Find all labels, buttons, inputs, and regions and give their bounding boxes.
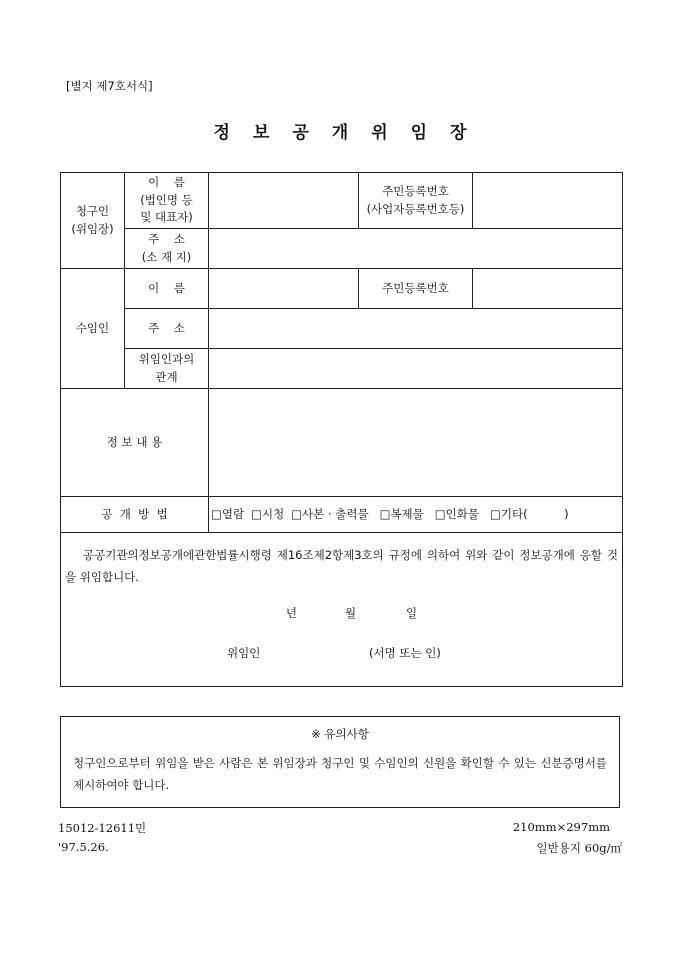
- notice-box: [60, 716, 620, 808]
- form-number-label: [별지 제7호서식]: [66, 79, 153, 93]
- requester-group-label: [61, 173, 125, 269]
- delegate-name-field[interactable]: [209, 269, 359, 309]
- requester-id-label: [359, 173, 473, 229]
- footer-paper-size: 210mm×297mm: [512, 820, 610, 834]
- declaration-text: 공공기관의정보공개에관한법률시행령 제16조제2항제3호의 규정에 의하여 위와 같이 정보공개에 응할 것을 위임합니다.: [65, 548, 618, 584]
- relation-label-line1: 위임인과의: [138, 351, 195, 366]
- requester-id-field[interactable]: [473, 173, 623, 229]
- signature-label[interactable]: (서명 또는 인): [369, 645, 441, 660]
- method-option-copy[interactable]: □사본 · 출력물: [291, 506, 369, 521]
- date-row: [61, 605, 622, 623]
- requester-label: 청구인: [75, 203, 110, 218]
- relation-label-line2: 관계: [155, 369, 178, 384]
- name-label-line2: (법인명 등: [140, 192, 193, 207]
- disclosure-method-options: [209, 497, 623, 533]
- address-label-line1: 주 소: [148, 231, 185, 246]
- footer-date: '97.5.26.: [58, 840, 109, 854]
- delegate-relation-field[interactable]: [209, 349, 623, 389]
- notice-title: ※ 유의사항: [311, 727, 369, 741]
- footer-paper-type: 일반용지 60g/㎡: [536, 841, 622, 855]
- info-content-field[interactable]: [209, 389, 623, 497]
- requester-name-label: [125, 173, 209, 229]
- name-label-line3: 및 대표자): [140, 210, 193, 225]
- disclosure-method-label: 공 개 방 법: [61, 497, 209, 533]
- declaration-section: [61, 533, 623, 687]
- notice-text: 청구인으로부터 위임을 받은 사람은 본 위임장과 청구인 및 수임인의 신원을 확인할 수 있는 신분증명서를 제시하여야 합니다.: [73, 756, 607, 793]
- requester-address-label: [125, 229, 209, 269]
- name-label-line1: 이 름: [148, 174, 185, 189]
- requester-name-field[interactable]: [209, 173, 359, 229]
- day-label: 일: [406, 605, 418, 620]
- footer-code: 15012-12611민: [58, 821, 147, 835]
- delegate-relation-label: [125, 349, 209, 389]
- delegate-address-field[interactable]: [209, 309, 623, 349]
- delegate-id-label: 주민등록번호: [359, 269, 473, 309]
- delegate-address-label: 주 소: [125, 309, 209, 349]
- id-label-line2: (사업자등록번호등): [366, 201, 465, 216]
- info-content-label: 정 보 내 용: [61, 389, 209, 497]
- delegator-label: 위임인: [227, 645, 261, 660]
- delegate-name-label: 이 름: [125, 269, 209, 309]
- requester-sub-label: (위임장): [71, 221, 114, 236]
- delegate-group-label: 수임인: [61, 269, 125, 389]
- address-label-line2: (소 재 지): [141, 249, 192, 264]
- method-option-other[interactable]: □기타( ): [489, 506, 569, 521]
- signature-row: [61, 645, 622, 665]
- page-title: 정보공개위임장: [213, 123, 490, 143]
- method-option-view[interactable]: □열람: [211, 506, 245, 521]
- delegate-id-field[interactable]: [473, 269, 623, 309]
- month-label: 월: [344, 605, 357, 620]
- year-label: 년: [285, 605, 297, 620]
- id-label-line1: 주민등록번호: [382, 183, 449, 198]
- method-option-print[interactable]: □인화물: [434, 506, 479, 521]
- delegation-form-table: [60, 172, 623, 687]
- method-option-duplicate[interactable]: □복제물: [379, 506, 424, 521]
- method-option-watch[interactable]: □시청: [251, 506, 285, 521]
- requester-address-field[interactable]: [209, 229, 623, 269]
